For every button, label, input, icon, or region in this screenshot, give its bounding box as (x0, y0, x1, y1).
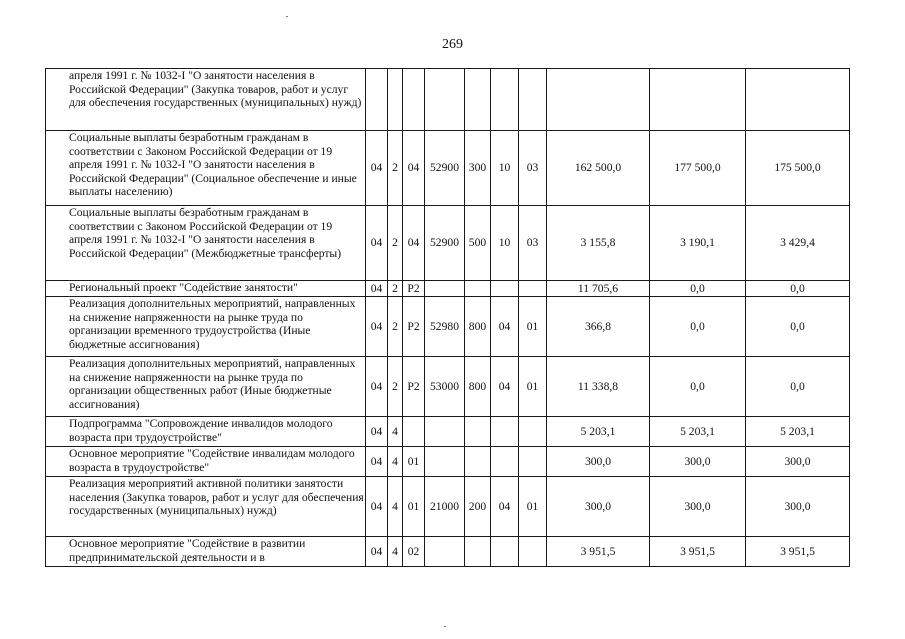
code-direction (425, 417, 465, 447)
amount-year-1: 5 203,1 (547, 417, 650, 447)
amount-year-1: 366,8 (547, 297, 650, 357)
code-event (403, 417, 425, 447)
code-section: 04 (491, 477, 519, 537)
code-direction (425, 69, 465, 131)
code-subsection (519, 537, 547, 567)
scan-speck (286, 16, 288, 17)
code-expense-type: 800 (465, 357, 491, 417)
code-subsection: 03 (519, 131, 547, 206)
code-event: P2 (403, 297, 425, 357)
code-subprogram: 4 (388, 537, 403, 567)
code-subprogram: 2 (388, 281, 403, 297)
amount-year-3: 0,0 (746, 357, 850, 417)
row-description: Реализация дополнительных мероприятий, направленных на снижение напряженности на рынке труда по организации общественных работ (Иные бюджетные ассигнования) (46, 357, 366, 417)
table-row (46, 206, 850, 281)
table-row (46, 417, 850, 447)
amount-year-2: 177 500,0 (650, 131, 746, 206)
amount-year-2: 300,0 (650, 447, 746, 477)
code-event: P2 (403, 281, 425, 297)
amount-year-1 (547, 69, 650, 131)
amount-year-3: 175 500,0 (746, 131, 850, 206)
code-subprogram: 2 (388, 297, 403, 357)
code-subprogram: 4 (388, 477, 403, 537)
code-direction (425, 537, 465, 567)
code-direction: 21000 (425, 477, 465, 537)
code-subsection (519, 417, 547, 447)
code-event (403, 69, 425, 131)
amount-year-1: 300,0 (547, 477, 650, 537)
scan-speck (444, 626, 446, 627)
amount-year-3: 300,0 (746, 447, 850, 477)
row-description: Основное мероприятие "Содействие инвалидам молодого возраста в трудоустройстве" (46, 447, 366, 477)
amount-year-1: 11 338,8 (547, 357, 650, 417)
table-row (46, 69, 850, 131)
code-subprogram: 2 (388, 131, 403, 206)
amount-year-2: 3 190,1 (650, 206, 746, 281)
code-subprogram: 4 (388, 417, 403, 447)
amount-year-1: 300,0 (547, 447, 650, 477)
code-subsection (519, 447, 547, 477)
row-description: Социальные выплаты безработным гражданам в соответствии с Законом Российской Федерации от 19 апреля 1991 г. № 1032-I "О занятости населения в Российской Федерации" (Социальное обеспечение и иные выплаты населению) (46, 131, 366, 206)
code-subsection: 01 (519, 357, 547, 417)
amount-year-3: 0,0 (746, 297, 850, 357)
code-expense-type (465, 281, 491, 297)
code-event: 04 (403, 206, 425, 281)
row-description: Подпрограмма "Сопровождение инвалидов молодого возраста при трудоустройстве" (46, 417, 366, 447)
amount-year-3 (746, 69, 850, 131)
amount-year-3: 3 429,4 (746, 206, 850, 281)
code-program: 04 (366, 297, 388, 357)
row-description: Основное мероприятие "Содействие в развитии предпринимательской деятельности и в (46, 537, 366, 567)
amount-year-3: 3 951,5 (746, 537, 850, 567)
table-row (46, 447, 850, 477)
code-event: 01 (403, 477, 425, 537)
amount-year-2: 300,0 (650, 477, 746, 537)
code-direction: 52900 (425, 206, 465, 281)
code-section: 10 (491, 131, 519, 206)
amount-year-1: 3 155,8 (547, 206, 650, 281)
row-description: Региональный проект "Содействие занятости" (46, 281, 366, 297)
code-program (366, 69, 388, 131)
amount-year-2: 0,0 (650, 357, 746, 417)
code-subsection (519, 69, 547, 131)
code-expense-type: 500 (465, 206, 491, 281)
code-section: 04 (491, 297, 519, 357)
code-expense-type (465, 69, 491, 131)
code-section: 04 (491, 357, 519, 417)
code-program: 04 (366, 477, 388, 537)
code-section (491, 537, 519, 567)
code-subsection: 03 (519, 206, 547, 281)
code-program: 04 (366, 357, 388, 417)
code-expense-type: 300 (465, 131, 491, 206)
row-description: апреля 1991 г. № 1032-I "О занятости населения в Российской Федерации" (Закупка товаров, работ и услуг для обеспечения государственных (муниципальных) нужд) (46, 69, 366, 131)
table-row (46, 537, 850, 567)
code-event: P2 (403, 357, 425, 417)
page-number: 269 (442, 37, 463, 52)
amount-year-3: 300,0 (746, 477, 850, 537)
amount-year-1: 162 500,0 (547, 131, 650, 206)
code-section (491, 417, 519, 447)
code-subsection: 01 (519, 297, 547, 357)
code-subprogram: 4 (388, 447, 403, 477)
code-program: 04 (366, 281, 388, 297)
amount-year-3: 0,0 (746, 281, 850, 297)
code-event: 04 (403, 131, 425, 206)
amount-year-2: 0,0 (650, 281, 746, 297)
code-program: 04 (366, 537, 388, 567)
code-direction: 52900 (425, 131, 465, 206)
code-expense-type: 800 (465, 297, 491, 357)
code-expense-type (465, 537, 491, 567)
code-expense-type: 200 (465, 477, 491, 537)
table-row (46, 131, 850, 206)
amount-year-2: 5 203,1 (650, 417, 746, 447)
row-description: Реализация мероприятий активной политики занятости населения (Закупка товаров, работ и услуг для обеспечения государственных (муниципальных) нужд) (46, 477, 366, 537)
code-program: 04 (366, 447, 388, 477)
code-section (491, 447, 519, 477)
code-direction (425, 447, 465, 477)
amount-year-1: 11 705,6 (547, 281, 650, 297)
table-row (46, 281, 850, 297)
code-subprogram: 2 (388, 357, 403, 417)
amount-year-2 (650, 69, 746, 131)
row-description: Социальные выплаты безработным гражданам в соответствии с Законом Российской Федерации от 19 апреля 1991 г. № 1032-I "О занятости населения в Российской Федерации" (Межбюджетные трансферты) (46, 206, 366, 281)
code-subsection (519, 281, 547, 297)
code-section: 10 (491, 206, 519, 281)
row-description: Реализация дополнительных мероприятий, направленных на снижение напряженности на рынке труда по организации временного трудоустройства (Иные бюджетные ассигнования) (46, 297, 366, 357)
code-direction: 52980 (425, 297, 465, 357)
code-direction (425, 281, 465, 297)
table-row (46, 357, 850, 417)
code-section (491, 281, 519, 297)
amount-year-1: 3 951,5 (547, 537, 650, 567)
code-program: 04 (366, 206, 388, 281)
code-event: 01 (403, 447, 425, 477)
budget-table (45, 68, 850, 567)
code-expense-type (465, 417, 491, 447)
code-subprogram: 2 (388, 206, 403, 281)
amount-year-3: 5 203,1 (746, 417, 850, 447)
amount-year-2: 0,0 (650, 297, 746, 357)
code-event: 02 (403, 537, 425, 567)
amount-year-2: 3 951,5 (650, 537, 746, 567)
code-section (491, 69, 519, 131)
code-subprogram (388, 69, 403, 131)
code-expense-type (465, 447, 491, 477)
code-program: 04 (366, 417, 388, 447)
table-row (46, 297, 850, 357)
code-subsection: 01 (519, 477, 547, 537)
table-row (46, 477, 850, 537)
code-direction: 53000 (425, 357, 465, 417)
code-program: 04 (366, 131, 388, 206)
